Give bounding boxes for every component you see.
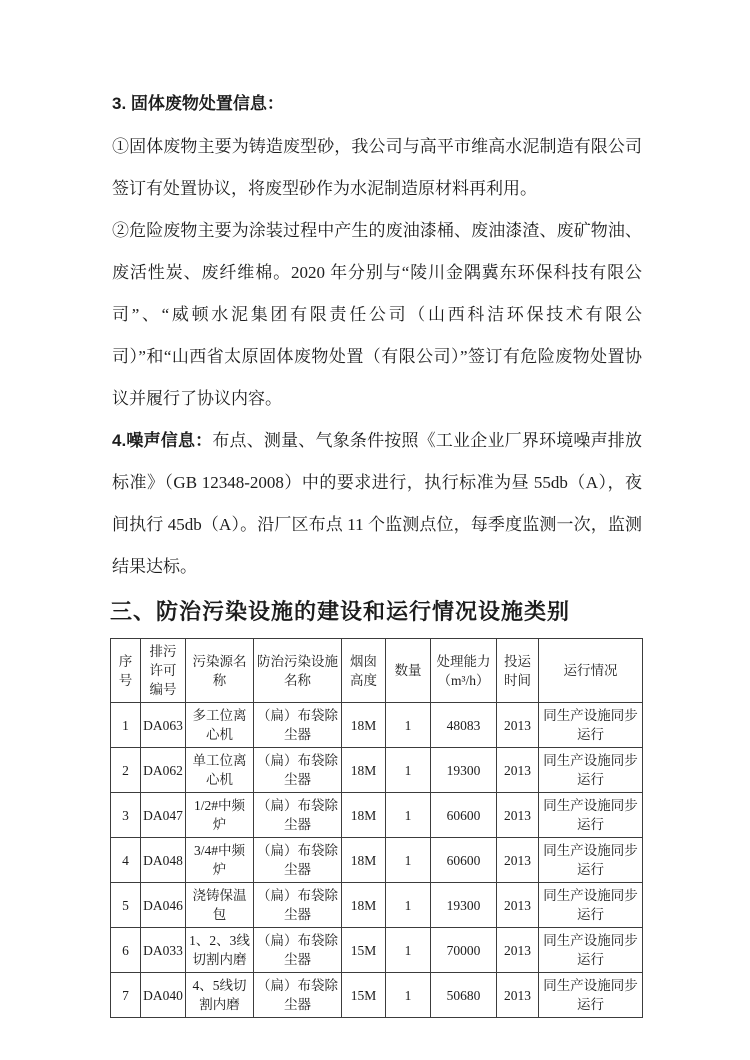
table-cell: 18M	[342, 838, 386, 883]
table-header-row	[111, 639, 643, 703]
table-cell: 5	[111, 883, 141, 928]
table-cell: （扁）布袋除尘器	[254, 973, 342, 1018]
table-cell: 4	[111, 838, 141, 883]
table-cell: 18M	[342, 883, 386, 928]
table-cell: 1	[386, 883, 431, 928]
table-cell: 3	[111, 793, 141, 838]
column-header: 序号	[111, 639, 141, 703]
table-cell: 2	[111, 748, 141, 793]
noise-section-heading: 4.噪声信息：	[112, 431, 213, 450]
table-cell: 同生产设施同步运行	[539, 748, 643, 793]
column-header: 污染源名称	[186, 639, 254, 703]
solid-waste-item-2: ②危险废物主要为涂装过程中产生的废油漆桶、废油漆渣、废矿物油、废活性炭、废纤维棉。2020 年分别与“陵川金隅冀东环保科技有限公司”、“威顿水泥集团有限责任公司（山西科洁环保技术有限公司）”和“山西省太原固体废物处置（有限公司）”签订有危险废物处置协议并履行了协议内容。	[112, 221, 642, 408]
table-cell: 7	[111, 973, 141, 1018]
table-cell: 1	[386, 748, 431, 793]
table-cell: 50680	[431, 973, 497, 1018]
column-header: 投运时间	[497, 639, 539, 703]
table-cell: 19300	[431, 748, 497, 793]
table-cell: 18M	[342, 748, 386, 793]
table-cell: 15M	[342, 973, 386, 1018]
column-header: 排污许可编号	[141, 639, 186, 703]
table-cell: 2013	[497, 928, 539, 973]
table-row	[111, 883, 643, 928]
noise-section-paragraph	[112, 420, 642, 588]
table-cell: DA046	[141, 883, 186, 928]
table-cell: 多工位离心机	[186, 703, 254, 748]
table-cell: 1	[386, 838, 431, 883]
table-cell: （扁）布袋除尘器	[254, 838, 342, 883]
table-cell: 18M	[342, 703, 386, 748]
table-cell: （扁）布袋除尘器	[254, 928, 342, 973]
table-cell: 同生产设施同步运行	[539, 838, 643, 883]
table-cell: 同生产设施同步运行	[539, 703, 643, 748]
table-cell: 4、5线切割内磨	[186, 973, 254, 1018]
table-row	[111, 793, 643, 838]
pollution-facilities-table	[110, 638, 643, 1018]
table-cell: 1/2#中频炉	[186, 793, 254, 838]
column-header: 运行情况	[539, 639, 643, 703]
table-cell: 6	[111, 928, 141, 973]
table-cell: （扁）布袋除尘器	[254, 748, 342, 793]
table-cell: 1	[386, 793, 431, 838]
table-body	[111, 703, 643, 1018]
table-row	[111, 703, 643, 748]
table-cell: 2013	[497, 973, 539, 1018]
table-row	[111, 838, 643, 883]
table-row	[111, 973, 643, 1018]
column-header: 处理能力（m³/h）	[431, 639, 497, 703]
table-cell: DA047	[141, 793, 186, 838]
table-cell: 2013	[497, 703, 539, 748]
solid-waste-section-heading: 3. 固体废物处置信息：	[112, 94, 284, 113]
table-cell: （扁）布袋除尘器	[254, 793, 342, 838]
table-cell: 2013	[497, 748, 539, 793]
table-cell: 2013	[497, 838, 539, 883]
table-cell: DA048	[141, 838, 186, 883]
table-cell: 同生产设施同步运行	[539, 883, 643, 928]
table-cell: 15M	[342, 928, 386, 973]
table-cell: 2013	[497, 883, 539, 928]
column-header: 防治污染设施名称	[254, 639, 342, 703]
table-cell: DA062	[141, 748, 186, 793]
solid-waste-item-1: ①固体废物主要为铸造废型砂，我公司与高平市维高水泥制造有限公司签订有处置协议，将废型砂作为水泥制造原材料再利用。	[112, 137, 642, 198]
table-cell: 单工位离心机	[186, 748, 254, 793]
table-cell: 2013	[497, 793, 539, 838]
table-cell: 18M	[342, 793, 386, 838]
table-cell: 1、2、3线切割内磨	[186, 928, 254, 973]
table-cell: 19300	[431, 883, 497, 928]
table-cell: DA063	[141, 703, 186, 748]
table-cell: 浇铸保温包	[186, 883, 254, 928]
column-header: 烟囱高度	[342, 639, 386, 703]
table-cell: 70000	[431, 928, 497, 973]
noise-section-text: 布点、测量、气象条件按照《工业企业厂界环境噪声排放标准》（GB 12348-2008）中的要求进行，执行标准为昼 55db（A），夜间执行 45db（A）。沿厂区布点 11 个监测点位，每季度监测一次，监测结果达标。	[112, 431, 642, 576]
table-row	[111, 748, 643, 793]
table-cell: 1	[386, 703, 431, 748]
table-cell: 同生产设施同步运行	[539, 928, 643, 973]
table-cell: 1	[386, 928, 431, 973]
facilities-section-heading: 三、防治污染设施的建设和运行情况设施类别	[110, 599, 571, 624]
table-cell: 60600	[431, 793, 497, 838]
table-cell: 1	[111, 703, 141, 748]
table-cell: 1	[386, 973, 431, 1018]
table-cell: DA040	[141, 973, 186, 1018]
table-cell: 同生产设施同步运行	[539, 973, 643, 1018]
table-cell: 3/4#中频炉	[186, 838, 254, 883]
table-cell: DA033	[141, 928, 186, 973]
table-cell: 同生产设施同步运行	[539, 793, 643, 838]
table-cell: （扁）布袋除尘器	[254, 703, 342, 748]
column-header: 数量	[386, 639, 431, 703]
table-cell: 48083	[431, 703, 497, 748]
table-row	[111, 928, 643, 973]
table-cell: 60600	[431, 838, 497, 883]
table-cell: （扁）布袋除尘器	[254, 883, 342, 928]
